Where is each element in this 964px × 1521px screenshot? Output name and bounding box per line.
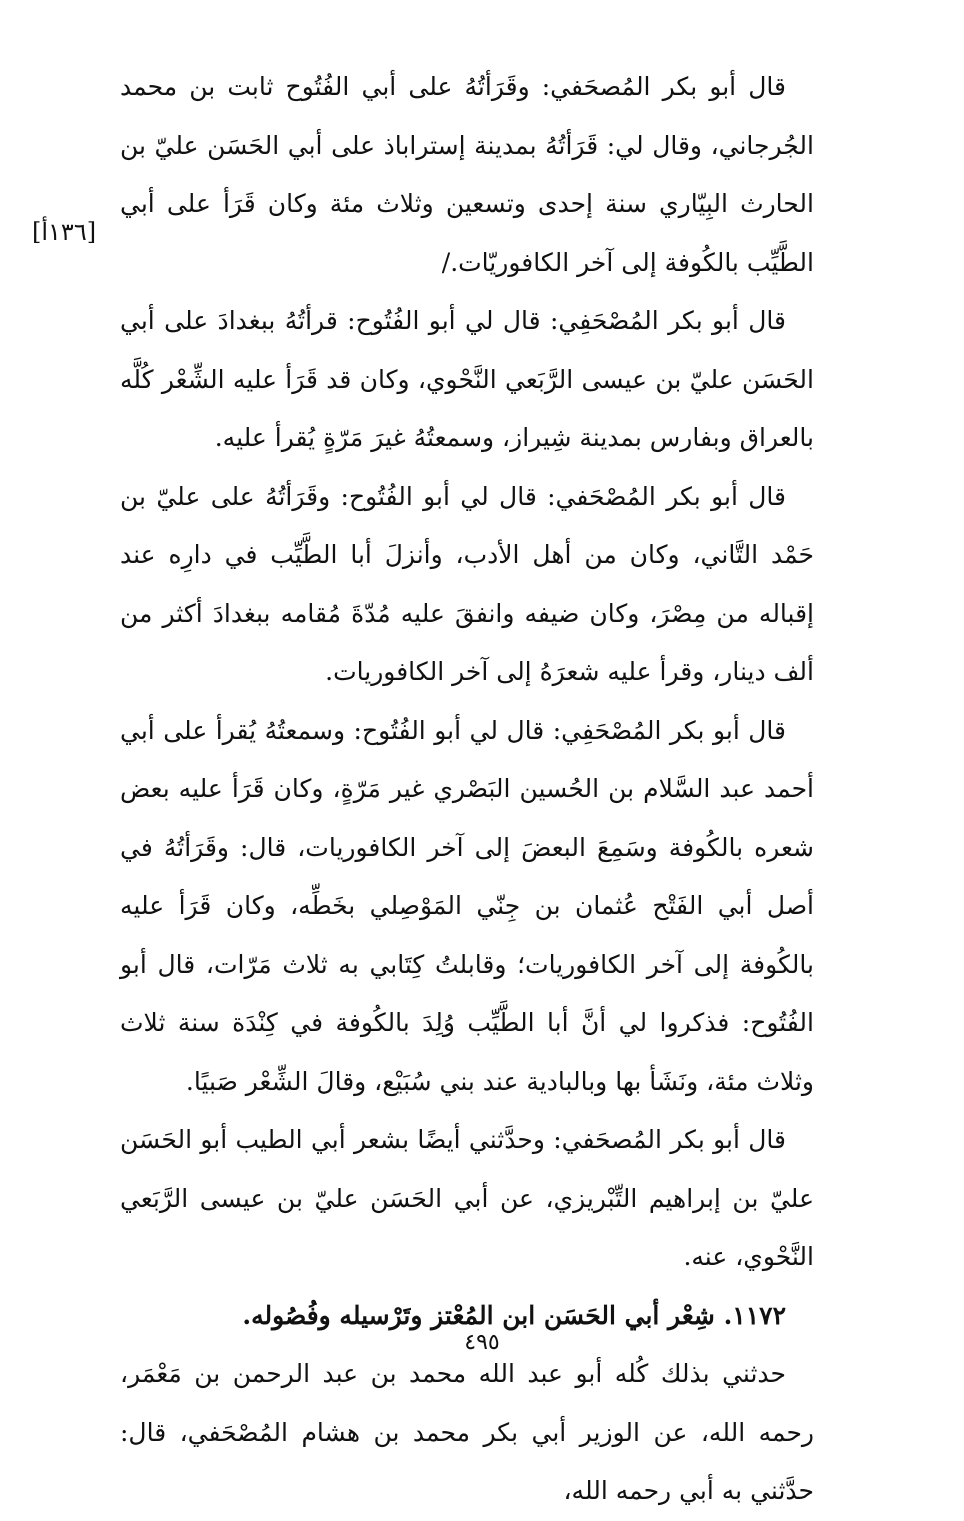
folio-marker: [١٣٦أ] — [32, 218, 97, 246]
paragraph-1: قال أبو بكر المُصحَفي: وقَرَأتُهُ على أبي الفُتُوح ثابت بن محمد الجُرجاني، وقال لي: قَرَأتُهُ بمدينة إستراباذ على أبي الحَسَن عليّ بن الحارث البِيّاري سنة إحدى وتسعين وثلاث مئة وكان قَرَأ على أبي الطَّيِّب بالكُوفة إلى آخر الكافوريّات./ — [120, 72, 814, 277]
paragraph-2: قال أبو بكر المُصْحَفِي: قال لي أبو الفُتُوح: قرأتُهُ ببغدادَ على أبي الحَسَن عليّ بن عيسى الرَّبَعي النَّحْوي، وكان قد قَرَأ عليه الشِّعْر كُلَّه بالعراق وبفارس بمدينة شِيراز، وسمعتُهُ غيرَ مَرّةٍ يُقرأ عليه. — [120, 306, 814, 452]
main-text — [120, 58, 814, 1521]
paragraph-3: قال أبو بكر المُصْحَفي: قال لي أبو الفُتُوح: وقَرَأتُهُ على عليّ بن حَمْد التَّاني، وكان من أهل الأدب، وأنزلَ أبا الطَّيِّب في دارِه عند إقباله من مِصْرَ، وكان ضيفه وانفقَ عليه مُدّةَ مُقامه ببغدادَ أكثر من ألف دينار، وقرأ عليه شعرَهُ إلى آخر الكافوريات. — [120, 481, 814, 686]
paragraph-4: قال أبو بكر المُصْحَفِي: قال لي أبو الفُتُوح: وسمعتُهُ يُقرأ على أبي أحمد عبد السَّلام بن الحُسين البَصْري غير مَرّةٍ، وكان قَرَأ عليه بعض شعره بالكُوفة وسَمِعَ البعضَ إلى آخر الكافوريات، قال: وقَرَأتُهُ في أصل أبي الفَتْح عُثمان بن جِنّي المَوْصِلي بخَطِّه، وكان قَرَأ عليه بالكُوفة إلى آخر الكافوريات؛ وقابلتُ كِتَابي به ثلاث مَرّات، قال أبو الفُتُوح: فذكروا لي أنَّ أبا الطَّيِّب وُلِدَ بالكُوفة في كِنْدَة سنة ثلاث وثلاث مئة، ونَشَأ بها وبالبادية عند بني سُبَيْع، وقالَ الشِّعْر صَبيًا. — [120, 715, 814, 1096]
section-heading: ١١٧٢. شِعْر أبي الحَسَن ابن المُعْتز وتَرْسيله وفُصُوله. — [242, 1300, 786, 1330]
paragraph-5: قال أبو بكر المُصحَفي: وحدَّثني أيضًا بشعر أبي الطيب أبو الحَسَن عليّ بن إبراهيم التِّبْريزي، عن أبي الحَسَن عليّ بن عيسى الرَّبَعي النَّحْوي، عنه. — [120, 1125, 814, 1271]
closing-paragraph: حدثني بذلك كُله أبو عبد الله محمد بن عبد الرحمن بن مَعْمَر، رحمه الله، عن الوزير أبي بكر محمد بن هشام المُصْحَفي، قال: حدَّثني به أبي رحمه الله، — [120, 1359, 814, 1505]
page-number: ٤٩٥ — [464, 1330, 500, 1355]
